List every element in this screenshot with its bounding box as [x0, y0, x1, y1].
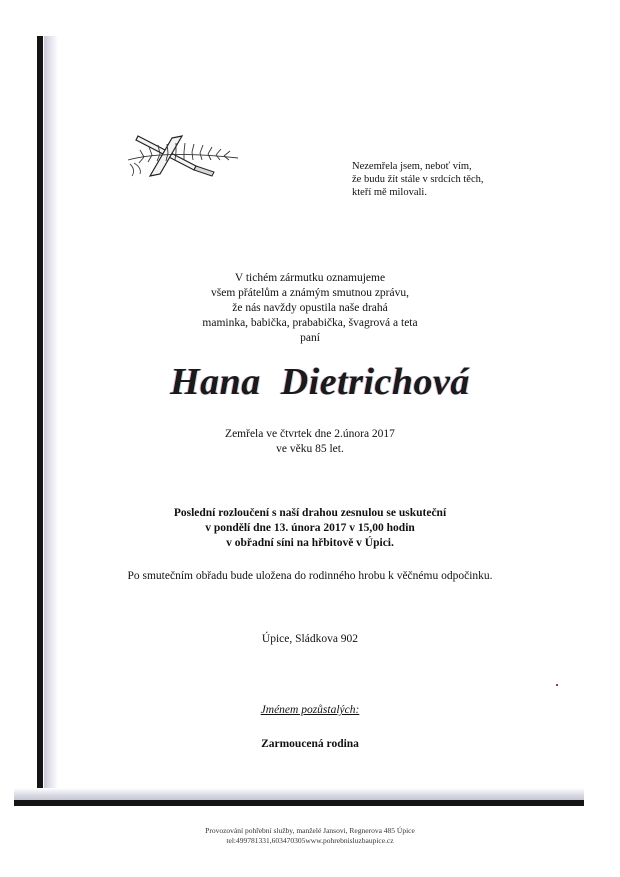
death-info: [120, 427, 500, 457]
announcement-line: paní: [300, 332, 320, 344]
announcement-text: [100, 271, 520, 346]
quote-line: Nezemřela jsem, neboť vím,: [352, 161, 472, 172]
frame-horizontal-line: [14, 800, 584, 806]
frame-horizontal-shadow: [14, 788, 584, 800]
footer-company: Provozování pohřební služby, manželé Jansovi, Regnerova 485 Úpice: [205, 826, 415, 835]
announcement-line: maminka, babička, prababička, švagrová a teta: [202, 317, 418, 329]
cross-palm-emblem: [124, 130, 242, 180]
death-date: Zemřela ve čtvrtek dne 2.února 2017: [225, 428, 395, 440]
quote-line: že budu žít stále v srdcích těch,: [352, 174, 484, 185]
funeral-line: v obřadní síni na hřbitově v Úpici.: [226, 537, 394, 549]
announcement-line: V tichém zármutku oznamujeme: [234, 272, 386, 284]
announcement-line: všem přátelům a známým smutnou zprávu,: [210, 287, 409, 299]
address: Úpice, Sládkova 902: [261, 633, 359, 645]
on-behalf-label: Jménem pozůstalých:: [260, 704, 360, 716]
funeral-line: v pondělí dne 13. února 2017 v 15,00 hodin: [205, 522, 415, 534]
print-speck: [556, 684, 558, 686]
footer-imprint: [150, 826, 470, 846]
funeral-line: Poslední rozloučení s naší drahou zesnulou se uskuteční: [173, 507, 447, 519]
funeral-details: [100, 506, 520, 551]
quote-line: kteří mě milovali.: [352, 187, 427, 198]
deceased-name: Hana Dietrichová: [170, 361, 470, 403]
death-age: ve věku 85 let.: [276, 443, 344, 455]
announcement-line: že nás navždy opustila naše drahá: [232, 302, 388, 314]
urn-note: Po smutečním obřadu bude uložena do rodinného hrobu k věčnému odpočinku.: [127, 570, 493, 582]
family-signature: Zarmoucená rodina: [261, 738, 359, 750]
frame-vertical-shadow: [44, 36, 58, 806]
frame-vertical-line: [37, 36, 43, 806]
memorial-quote: [352, 160, 484, 199]
footer-contact: tel:499781331,603470305www.pohrebnisluzbaupice.cz: [226, 836, 394, 845]
